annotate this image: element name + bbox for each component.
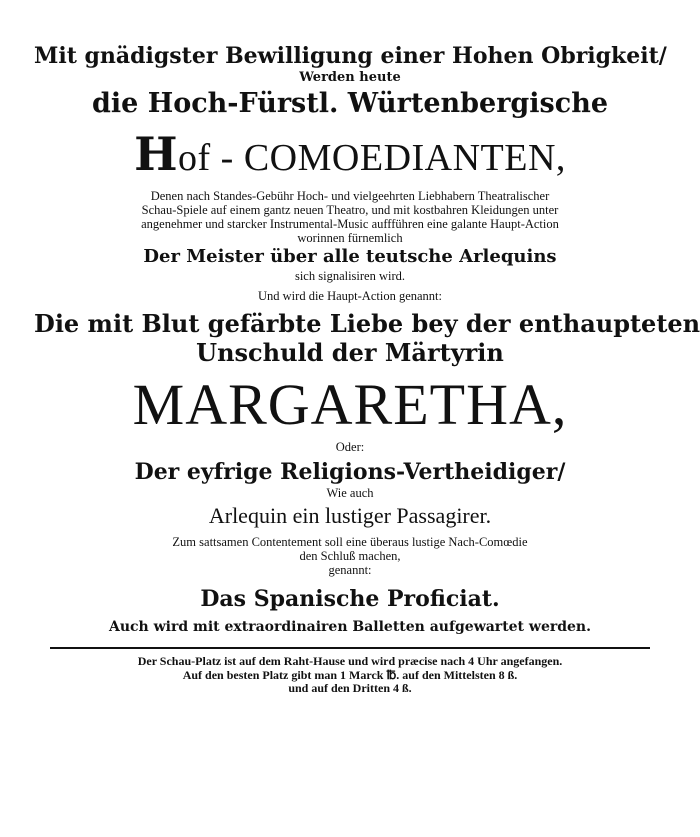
afterpiece-paragraph — [34, 535, 666, 577]
play-title-line1: Die mit Blut gefärbte Liebe bey der enthaupteten — [34, 309, 700, 339]
comedians-heading — [34, 129, 666, 181]
action-named-line: Und wird die Haupt-Action genannt: — [258, 289, 442, 304]
afterpiece-line: genannt: — [328, 562, 372, 577]
afterpiece-line: den Schluß machen, — [299, 548, 401, 563]
permission-line: Mit gnädigster Bewilligung einer Hohen Obrigkeit/ — [34, 43, 667, 69]
footer-line: Auf den besten Platz gibt man 1 Marck ℔. auf den Mittelsten 8 ß. — [182, 667, 518, 682]
afterpiece-line: Zum sattsamen Contentement soll eine überaus lustige Nach-Comœdie — [172, 534, 528, 549]
decorated-initial: H — [134, 127, 179, 182]
divider-rule — [50, 647, 650, 649]
footer-line: und auf den Dritten 4 ß. — [288, 681, 412, 696]
oder-line: Oder: — [335, 439, 365, 454]
intro-line: Schau-Spiele auf einem gantz neuen Theatro, und mit kostbahren Kleidungen unter — [141, 202, 559, 217]
signalisiren-line: sich signalisiren wird. — [294, 269, 406, 284]
company-line: die Hoch-Fürstl. Würtenbergische — [91, 88, 609, 120]
today-line: Werden heute — [299, 69, 401, 85]
footer-notice — [34, 655, 666, 695]
afterpiece-title: Das Spanische Proficiat. — [200, 585, 500, 612]
intro-line: Denen nach Standes-Gebühr Hoch- und vielgeehrten Liebhabern Theatralischer — [150, 188, 550, 203]
subtitle-line: Der eyfrige Religions-Vertheidiger/ — [134, 458, 566, 485]
wie-auch-line: Wie auch — [326, 486, 374, 501]
ballet-line: Auch wird mit extraordinairen Balletten aufgewartet werden. — [108, 618, 591, 635]
intro-paragraph — [34, 189, 666, 245]
comedians-heading-text: of - COMOEDIANTEN, — [178, 137, 566, 180]
footer-line: Der Schau-Platz ist auf dem Raht-Hause und wird præcise nach 4 Uhr angefangen. — [137, 654, 563, 669]
intro-line: angenehmer und starcker Instrumental-Music auffführen eine galante Haupt-Action — [141, 216, 559, 231]
arlequin-line: Arlequin ein lustiger Passagirer. — [208, 503, 492, 529]
intro-line: worinnen fürnemlich — [297, 230, 403, 245]
margaretha-title: MARGARETHA, — [132, 371, 568, 437]
play-title-line2: Unschuld der Märtyrin — [196, 337, 504, 367]
meister-line: Der Meister über alle teutsche Arlequins — [143, 245, 557, 267]
